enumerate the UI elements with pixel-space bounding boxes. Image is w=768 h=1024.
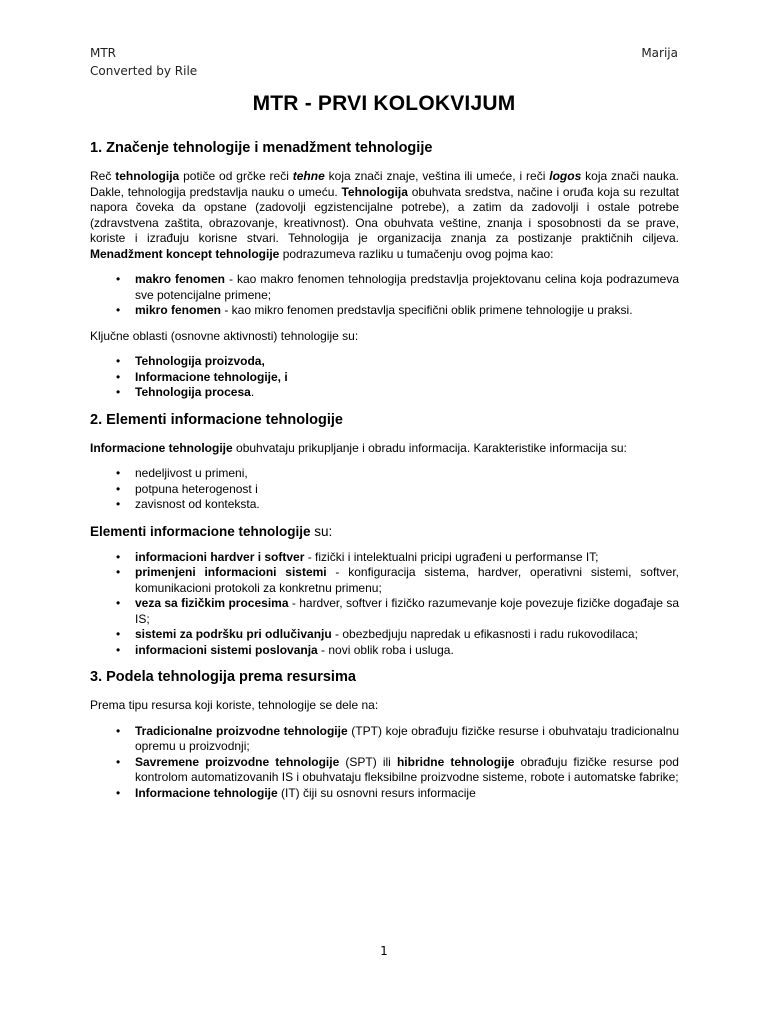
bullet-icon: • — [116, 466, 121, 480]
list-item: • Informacione tehnologije (IT) čiji su osnovni resurs informacije — [116, 785, 476, 800]
list-item: • makro fenomen - kao makro fenomen tehnologija predstavlja projektovanu celina koja podrazumeva sve potencijalne primene; — [116, 272, 679, 302]
information-characteristics-list — [90, 466, 679, 513]
technology-phenomena-list — [90, 272, 679, 319]
document-title: MTR - PRVI KOLOKVIJUM — [252, 92, 516, 115]
bullet-icon: • — [116, 627, 121, 641]
list-item: • Tehnologija procesa. — [116, 385, 255, 399]
header-author: Marija — [641, 46, 678, 60]
list-item: • potpuna heterogenost i — [116, 481, 258, 496]
key-areas-paragraph: Ključne oblasti (osnovne aktivnosti) tehnologije su: — [90, 328, 359, 343]
section-1-heading: 1. Značenje tehnologije i menadžment tehnologije — [90, 140, 433, 156]
technology-types-list — [90, 724, 679, 802]
list-item: • Tehnologija proizvoda, — [116, 354, 265, 368]
it-elements-subheading: Elementi informacione tehnologije su: — [90, 523, 333, 539]
list-item: • informacioni hardver i softver - fizički i intelektualni pricipi ugrađeni u performanse IT; — [116, 549, 599, 564]
bullet-icon: • — [116, 754, 121, 769]
list-item: • Tradicionalne proizvodne tehnologije (TPT) koje obrađuju fizičke resurse i obuhvataju tradicionalnu opremu u proizvodnji; — [116, 723, 679, 753]
header-converted-by: Converted by Rile — [90, 64, 198, 78]
it-elements-list — [90, 550, 679, 659]
list-item: • Savremene proizvodne tehnologije (SPT) ili hibridne tehnologije obrađuju fizičke resurse pod kontrolom automatizovanih IS i obuhvataju fleksibilne proizvodne sisteme, robote i automatske fabrike; — [116, 754, 679, 784]
section-1-intro-paragraph: Reč tehnologija potiče od grčke reči tehne koja znači znaje, veština ili umeće, i reči logos koja znači nauka. Dakle, tehnologija predstavlja nauku o umeću. Tehnologija obuhvata sredstva, načine i oruđa koja su rezultat napora čoveka da opstane (zadovolji egzistencijalne potrebe), a zatim da zadovolji i ostale potrebe (zdravstvena zaštita, obrazovanje, kreativnost). Ona obuhvata veštine, znanja i sposobnosti da se prave, koriste i izrađuju korisne stvari. Tehnologija je organizacija znanja za postizanje praktičnih ciljeva. Menadžment koncept tehnologije podrazumeva razliku u tumačenju ovog pojma kao: — [90, 169, 679, 261]
section-3-intro-paragraph: Prema tipu resursa koji koriste, tehnologije se dele na: — [90, 698, 379, 712]
key-areas-list — [90, 354, 679, 401]
list-item: • zavisnost od konteksta. — [116, 497, 260, 511]
page-header-left — [90, 44, 197, 80]
header-doc-code: MTR — [90, 46, 117, 60]
list-item: • primenjeni informacioni sistemi - konfiguracija sistema, hardver, operativni sistemi, softver, komunikacioni protokoli za konkretnu primenu; — [116, 565, 679, 595]
bullet-icon: • — [116, 549, 121, 564]
bullet-icon: • — [116, 303, 121, 317]
bullet-icon: • — [116, 497, 121, 511]
document-body — [90, 133, 679, 811]
bullet-icon: • — [116, 369, 121, 384]
bullet-icon: • — [116, 354, 121, 368]
section-2-heading: 2. Elementi informacione tehnologije — [90, 411, 343, 428]
bullet-icon: • — [116, 785, 121, 800]
list-item: • Informacione tehnologije, i — [116, 369, 288, 384]
list-item: • informacioni sistemi poslovanja - novi oblik roba i usluga. — [116, 642, 454, 657]
section-2-intro-paragraph: Informacione tehnologije obuhvataju prikupljanje i obradu informacija. Karakteristike informacija su: — [90, 440, 627, 455]
bullet-icon: • — [116, 385, 121, 399]
list-item: • sistemi za podršku pri odlučivanju - obezbedjuju napredak u efikasnosti i radu rukovodilaca; — [116, 627, 638, 641]
page-number: 1 — [380, 944, 388, 958]
bullet-icon: • — [116, 723, 121, 738]
section-3-heading: 3. Podela tehnologija prema resursima — [90, 669, 356, 685]
bullet-icon: • — [116, 272, 121, 286]
bullet-icon: • — [116, 642, 121, 657]
bullet-icon: • — [116, 565, 121, 579]
bullet-icon: • — [116, 481, 121, 496]
list-item: • veza sa fizičkim procesima - hardver, softver i fizičko razumevanje koje povezuje fizičke događaje sa IS; — [116, 596, 679, 626]
list-item: • nedeljivost u primeni, — [116, 466, 248, 480]
list-item: • mikro fenomen - kao mikro fenomen predstavlja specifični oblik primene tehnologije u praksi. — [116, 303, 633, 317]
bullet-icon: • — [116, 596, 121, 610]
